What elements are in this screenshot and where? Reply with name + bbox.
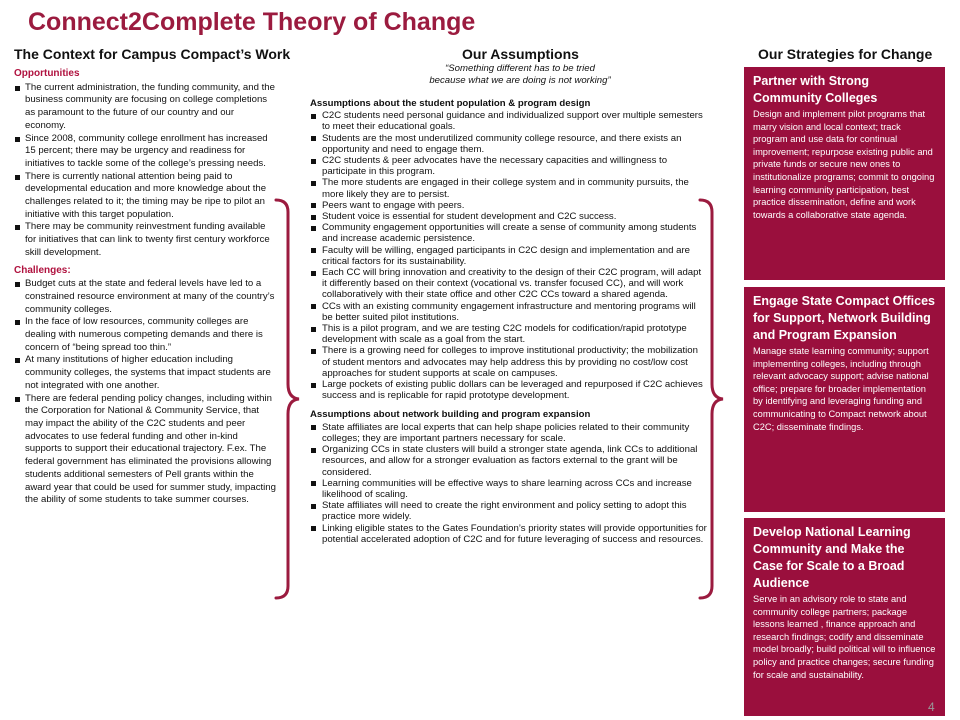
assumptions-column — [310, 98, 708, 545]
list-item: Organizing CCs in state clusters will build a stronger state agenda, link CCs to additional resources, and allow for a stronger evaluation as factors external to the grant will be considered. — [310, 444, 708, 478]
list-item: Each CC will bring innovation and creativity to the design of their C2C program, will adapt it differently based on their context (vocational vs. transfer focused CC), and will work collaboratively with their state office and other C2C CCs toward a shared agenda. — [310, 267, 708, 301]
challenges-heading: Challenges: — [14, 264, 71, 276]
strategy-box-national-community — [744, 518, 945, 716]
opportunities-list — [14, 82, 276, 260]
assumptions-quote — [380, 63, 660, 87]
list-item: There are federal pending policy changes, including within the Corporation for National & Community Service, that may impact the ability of the C2C students and peer advocates to use federal funding and other in-kind supports to support their educational trajectory. F.ex. The federal government has eliminated the provisions allowing students additional semesters of Pell grants within the award year that could be used for summer study, impacting the ability of some students to take summer courses. — [14, 393, 276, 507]
quote-line-1: “Something different has to be tried — [445, 63, 595, 74]
list-item: Learning communities will be effective ways to share learning across CCs and increase likelihood of scaling. — [310, 478, 708, 500]
list-item: Since 2008, community college enrollment has increased 15 percent; there may be urgency and readiness for initiatives to tackle some of the college’s pressing needs. — [14, 133, 276, 171]
list-item: Community engagement opportunities will create a sense of community among students and increase academic persistence. — [310, 222, 708, 244]
context-column-heading: The Context for Campus Compact’s Work — [14, 46, 291, 62]
list-item: State affiliates are local experts that can help shape policies related to their community colleges; they are important partners necessary for scale. — [310, 422, 708, 444]
list-item: Budget cuts at the state and federal levels have led to a constrained resource environment at many of the country’s community colleges. — [14, 278, 276, 316]
list-item: CCs with an existing community engagement infrastructure and mentoring programs will be better suited pilot institutions. — [310, 301, 708, 323]
list-item: Students are the most underutilized community college resource, and there exists an opportunity and need to engage them. — [310, 133, 708, 155]
list-item: The current administration, the funding community, and the business community are focusing on college completions as paramount to the future of our country and our economy. — [14, 82, 276, 133]
student-assumptions-heading: Assumptions about the student population & program design — [310, 98, 591, 109]
list-item: There may be community reinvestment funding available for initiatives that can link to twenty first century workforce skill development. — [14, 221, 276, 259]
context-column — [14, 68, 276, 507]
strategy-box-state-compact — [744, 287, 945, 512]
right-brace-icon — [696, 198, 726, 600]
list-item: Large pockets of existing public dollars can be leveraged and repurposed if C2C achieves success and is replicable for rapid prototype development. — [310, 379, 708, 401]
strategy-title: Partner with Strong Community Colleges — [753, 74, 878, 105]
list-item: The more students are engaged in their college system and in community pursuits, the more likely they are to persist. — [310, 177, 708, 199]
opportunities-heading: Opportunities — [14, 68, 80, 79]
list-item: This is a pilot program, and we are testing C2C models for codification/rapid prototype development with scale as a goal from the start. — [310, 323, 708, 345]
list-item: C2C students need personal guidance and individualized support over multiple semesters to meet their educational goals. — [310, 110, 708, 132]
strategy-body: Serve in an advisory role to state and community college partners; package lessons learned , finance approach and research findings; codify and disseminate model broadly; build political will to influence policy and practice changes; secure funding for scale and sustainability. — [753, 594, 936, 680]
list-item: State affiliates will need to create the right environment and policy setting to adopt this practice more widely. — [310, 500, 708, 522]
quote-line-2: because what we are doing is not working” — [429, 75, 611, 86]
strategy-title: Engage State Compact Offices for Support, Network Building and Program Expansion — [753, 294, 935, 342]
assumptions-column-heading: Our Assumptions — [462, 46, 579, 62]
strategy-box-partner-colleges — [744, 67, 945, 280]
list-item: There is a growing need for colleges to improve institutional productivity; the mobilization of student mentors and advocates may help address this by providing no cost/low cost approaches for student supports at scale on campuses. — [310, 345, 708, 379]
left-brace-icon — [272, 198, 302, 600]
list-item: Faculty will be willing, engaged participants in C2C design and implementation and are critical factors for its sustainability. — [310, 245, 708, 267]
strategies-column-heading: Our Strategies for Change — [758, 46, 933, 62]
list-item: There is currently national attention being paid to developmental education and more knowledge about the challenges related to it; the timing may be ripe to pilot an initiative with this target population. — [14, 171, 276, 222]
list-item: Student voice is essential for student development and C2C success. — [310, 211, 708, 222]
student-assumptions-list — [310, 110, 708, 401]
strategy-body: Manage state learning community; support implementing colleges, including through relevant advocacy support; advise national office; prepare for broader implementation by identifying and leveraging funding and communicating to Compact network about C2C; disseminate findings. — [753, 346, 929, 432]
page-title: Connect2Complete Theory of Change — [28, 8, 476, 36]
list-item: Linking eligible states to the Gates Foundation’s priority states will provide opportunities for potential accelerated adoption of C2C and for future leveraging of success and resources. — [310, 523, 708, 545]
strategy-body: Design and implement pilot programs that marry vision and local context; track program and use data for continual improvement; repurpose existing public and private funds or secure new ones to institutionalize programs; commit to ongoing learning community participation, best practice dissemination, define and work towards a collaborative state agenda. — [753, 109, 935, 220]
list-item: Peers want to engage with peers. — [310, 200, 708, 211]
list-item: C2C students & peer advocates have the necessary capacities and willingness to participate in this program. — [310, 155, 708, 177]
network-assumptions-list — [310, 422, 708, 545]
network-assumptions-heading: Assumptions about network building and program expansion — [310, 409, 591, 421]
list-item: At many institutions of higher education including community colleges, the systems that impact students are not integrated with one another. — [14, 354, 276, 392]
page-number: 4 — [928, 700, 935, 714]
challenges-list — [14, 278, 276, 507]
list-item: In the face of low resources, community colleges are dealing with numerous competing demands and there is concern of “being spread too thin.” — [14, 316, 276, 354]
strategy-title: Develop National Learning Community and Make the Case for Scale to a Broad Audience — [753, 525, 911, 590]
